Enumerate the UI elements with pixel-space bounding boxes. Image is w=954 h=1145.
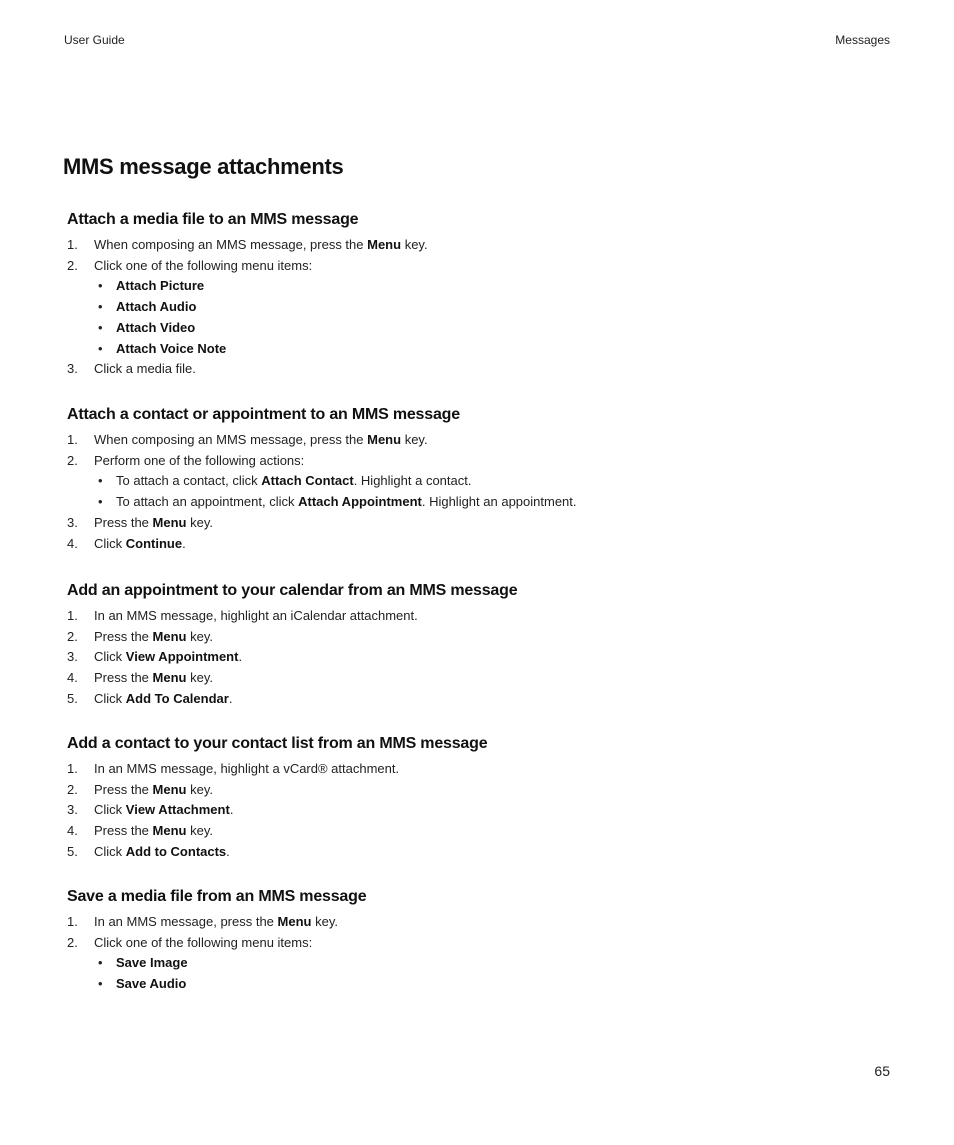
- step-number: 5.: [67, 843, 78, 859]
- step-number: 1.: [67, 761, 78, 776]
- step-text: key.: [186, 670, 213, 686]
- page-number: 65: [874, 1063, 890, 1079]
- step-text: Click: [94, 649, 126, 665]
- bullet-icon: •: [98, 278, 103, 294]
- step-item: [67, 451, 887, 513]
- bullet-icon: •: [98, 473, 103, 489]
- steps-list: [67, 759, 887, 863]
- step-text: To attach an appointment, click: [116, 494, 299, 510]
- ui-term: Menu: [277, 914, 312, 929]
- step-number: 5.: [67, 690, 78, 706]
- ui-term: View Attachment: [125, 802, 230, 818]
- step-number: 2.: [67, 781, 78, 797]
- step-text: Click: [94, 690, 126, 706]
- step-item: [67, 912, 887, 933]
- section-add-appointment-calendar: [67, 580, 887, 710]
- ui-term: Attach Appointment: [298, 494, 422, 510]
- section-attach-contact-appointment: [67, 404, 887, 554]
- step-text: When composing an MMS message, press the: [94, 237, 368, 252]
- section-heading: Attach a media file to an MMS message: [67, 211, 359, 228]
- step-item: [67, 513, 887, 534]
- step-text: In an MMS message, highlight a vCard® attachment.: [94, 761, 400, 776]
- section-add-contact-list: [67, 733, 887, 863]
- step-item: [67, 256, 887, 360]
- step-text: .: [238, 649, 243, 665]
- step-number: 1.: [67, 608, 78, 623]
- section-attach-media-file: [67, 209, 887, 380]
- sub-item: [94, 953, 887, 974]
- step-text: key.: [401, 237, 428, 252]
- sub-item: [94, 297, 887, 318]
- step-text: In an MMS message, press the: [94, 914, 278, 929]
- sub-list: [94, 953, 887, 994]
- ui-term: Menu: [152, 670, 187, 686]
- ui-term: Add To Calendar: [125, 690, 229, 706]
- ui-term: Attach Picture: [116, 278, 205, 294]
- step-text: key.: [186, 823, 213, 839]
- section-heading: Attach a contact or appointment to an MMS message: [67, 406, 460, 423]
- step-number: 2.: [67, 257, 78, 273]
- sub-item: [94, 492, 887, 513]
- ui-term: View Appointment: [125, 649, 239, 665]
- step-number: 4.: [67, 823, 78, 839]
- bullet-icon: •: [98, 319, 103, 335]
- step-number: 1.: [67, 914, 78, 929]
- step-text: key.: [186, 514, 213, 530]
- step-item: [67, 668, 887, 689]
- steps-list: [67, 912, 887, 995]
- step-item: [67, 759, 887, 780]
- ui-term: Menu: [152, 781, 187, 797]
- step-text: Press the: [94, 823, 153, 839]
- step-item: [67, 647, 887, 668]
- section-save-media-file: [67, 886, 887, 995]
- bullet-icon: •: [98, 340, 103, 356]
- step-text: Click: [94, 843, 126, 859]
- step-text: . Highlight a contact.: [353, 473, 472, 489]
- step-number: 3.: [67, 514, 78, 530]
- step-item: [67, 359, 887, 380]
- section-heading: Add an appointment to your calendar from an MMS message: [67, 582, 518, 599]
- step-item: [67, 780, 887, 801]
- step-text: .: [226, 843, 230, 859]
- bullet-icon: •: [98, 299, 103, 315]
- sub-item: [94, 471, 887, 492]
- step-text: key.: [186, 628, 213, 644]
- step-number: 2.: [67, 452, 78, 468]
- step-number: 1.: [67, 237, 78, 252]
- sub-item: [94, 339, 887, 360]
- step-text: Click: [94, 802, 126, 818]
- step-text: key.: [311, 914, 338, 929]
- step-text: key.: [401, 432, 428, 447]
- sub-list: [94, 276, 887, 359]
- bullet-icon: •: [98, 976, 103, 992]
- step-item: [67, 842, 887, 863]
- section-heading: Save a media file from an MMS message: [67, 888, 367, 905]
- step-text: Press the: [94, 628, 153, 644]
- step-item: [67, 606, 887, 627]
- step-text: Click one of the following menu items:: [94, 934, 313, 950]
- step-number: 2.: [67, 934, 78, 950]
- step-text: Click: [94, 535, 126, 551]
- step-number: 1.: [67, 432, 78, 447]
- running-header-right: Messages: [835, 33, 890, 47]
- step-item: [67, 933, 887, 995]
- step-text: .: [228, 690, 233, 706]
- step-text: When composing an MMS message, press the: [94, 432, 368, 447]
- step-number: 4.: [67, 670, 78, 686]
- step-number: 4.: [67, 535, 78, 551]
- ui-term: Menu: [152, 514, 187, 530]
- section-heading: Add a contact to your contact list from an MMS message: [67, 735, 488, 752]
- step-text: Click one of the following menu items:: [94, 257, 313, 273]
- step-number: 3.: [67, 649, 78, 665]
- step-text: Press the: [94, 514, 153, 530]
- ui-term: Continue: [125, 535, 183, 551]
- step-text: Click a media file.: [94, 361, 196, 377]
- ui-term: Menu: [367, 432, 402, 447]
- step-item: [67, 430, 887, 451]
- ui-term: Attach Voice Note: [116, 340, 227, 356]
- page-title: MMS message attachments: [63, 154, 344, 179]
- step-item: [67, 689, 887, 710]
- ui-term: Save Image: [116, 955, 188, 971]
- sub-item: [94, 276, 887, 297]
- step-item: [67, 800, 887, 821]
- step-text: .: [182, 535, 186, 551]
- step-text: .: [229, 802, 234, 818]
- step-text: In an MMS message, highlight an iCalendar attachment.: [94, 608, 418, 623]
- step-item: [67, 627, 887, 648]
- step-item: [67, 235, 887, 256]
- steps-list: [67, 606, 887, 710]
- steps-list: [67, 430, 887, 554]
- step-number: 2.: [67, 628, 78, 644]
- ui-term: Menu: [152, 823, 187, 839]
- ui-term: Attach Contact: [261, 473, 354, 489]
- step-text: Press the: [94, 781, 153, 797]
- step-text: . Highlight an appointment.: [421, 494, 577, 510]
- ui-term: Attach Video: [116, 319, 196, 335]
- ui-term: Menu: [367, 237, 402, 252]
- ui-term: Save Audio: [116, 976, 187, 992]
- running-header-left: User Guide: [64, 33, 125, 47]
- sub-list: [94, 471, 887, 512]
- ui-term: Attach Audio: [116, 299, 197, 315]
- steps-list: [67, 235, 887, 380]
- step-number: 3.: [67, 802, 78, 818]
- sub-item: [94, 318, 887, 339]
- ui-term: Add to Contacts: [125, 843, 227, 859]
- ui-term: Menu: [152, 628, 187, 644]
- step-text: key.: [186, 781, 213, 797]
- step-item: [67, 821, 887, 842]
- step-number: 3.: [67, 361, 78, 377]
- bullet-icon: •: [98, 494, 103, 510]
- step-text: Perform one of the following actions:: [94, 452, 305, 468]
- step-item: [67, 534, 887, 555]
- bullet-icon: •: [98, 955, 103, 971]
- step-text: To attach a contact, click: [116, 473, 262, 489]
- sub-item: [94, 974, 887, 995]
- step-text: Press the: [94, 670, 153, 686]
